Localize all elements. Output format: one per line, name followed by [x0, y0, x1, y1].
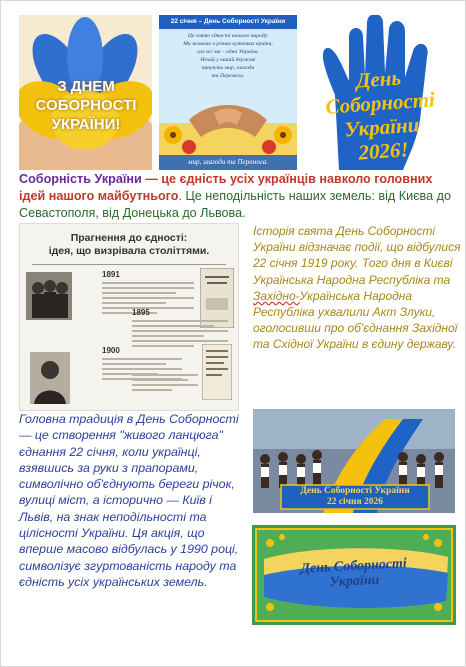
document-text-block — [132, 374, 198, 394]
greeting2-verse — [165, 32, 291, 80]
verse-line: Нехай у нашій державі — [200, 57, 256, 63]
document-divider — [32, 264, 226, 265]
book-cover — [200, 268, 234, 328]
verse-line: Ми живемо в різних куточках країни, — [183, 41, 273, 47]
chain-caption — [281, 486, 429, 508]
verse-line: але всі ми – одна Україна. — [197, 49, 259, 55]
greeting3-line: України — [343, 112, 421, 142]
tradition-paragraph: Головна традиція в День Соборності — це створення "живого ланцюга" єднання 22 січня, коли українці, взявшись за руки з прапорами, символічно об'єднують береги річок, вулиці міст, а історично — Київ і Львів, на знак неподільності та цілісності України. Ця акція, що вперше масово відбулась у 1990 році, символізує згуртованість народу та єдність усіх українських земель. — [19, 412, 239, 589]
verse-line: та Перемога. — [211, 73, 245, 79]
verse-line: Це свято єдності нашого народу. — [187, 33, 269, 39]
greeting3-caption — [316, 63, 446, 167]
greeting3-line: День — [355, 65, 402, 93]
year-1900: 1900 — [102, 346, 120, 355]
intro-paragraph — [19, 171, 451, 222]
history-text-before: Історія свята День Соборності України відзначає події, що відбулися 22 січня 1919 року. Того дня в Києві Українська Народна Республіка та — [253, 224, 461, 287]
history-text-after: Українська Народна Республіка ухвалили Акт Злуки, оголосивши про об'єднання Західної та Східної України в єдину державу. — [253, 288, 458, 352]
history-underlined-word: Західно- — [253, 288, 300, 303]
year-1895: 1895 — [132, 308, 150, 317]
chain-caption-line: День Соборності України — [300, 486, 410, 496]
greeting-image-handshake — [159, 15, 297, 170]
unity-document-image — [19, 223, 239, 411]
greeting3-line: Соборності — [324, 87, 436, 119]
chain-caption-line: 22 січня 2026 — [326, 497, 384, 507]
intro-rest: . Це неподільність наших земель: від Києва до Севастополя, від Донецька до Львова. — [19, 189, 451, 220]
man-portrait-photo — [30, 352, 70, 404]
document-title-line: ідея, що визрівала століттями. — [48, 245, 210, 257]
intro-lead-red: — це єдність усіх українців навколо головних ідей нашого майбутнього — [19, 172, 433, 203]
unity-day-banner-image — [252, 525, 456, 625]
document-title — [20, 232, 238, 258]
greeting2-footer: мир, злагода та Перемога. — [187, 158, 269, 166]
banner-caption-line: День Соборності — [300, 556, 408, 577]
group-portrait-photo — [26, 272, 72, 320]
greeting-image-hand — [305, 15, 451, 170]
history-paragraph — [253, 223, 461, 353]
intro-lead-purple: Соборність України — [19, 172, 142, 186]
document-title-line: Прагнення до єдності: — [70, 232, 188, 244]
greeting3-line: 2026! — [357, 137, 410, 165]
verse-line: панують мир, злагода — [201, 65, 255, 71]
year-1891: 1891 — [102, 270, 120, 279]
greeting-image-flower — [19, 15, 152, 170]
living-chain-image — [253, 409, 455, 513]
greeting2-header: 22 січня – День Соборності України — [170, 18, 286, 25]
greeting1-caption: З ДНЕМ СОБОРНОСТІ УКРАЇНИ! — [35, 78, 137, 133]
archive-document — [202, 344, 232, 400]
banner-caption-line: України — [329, 572, 380, 591]
